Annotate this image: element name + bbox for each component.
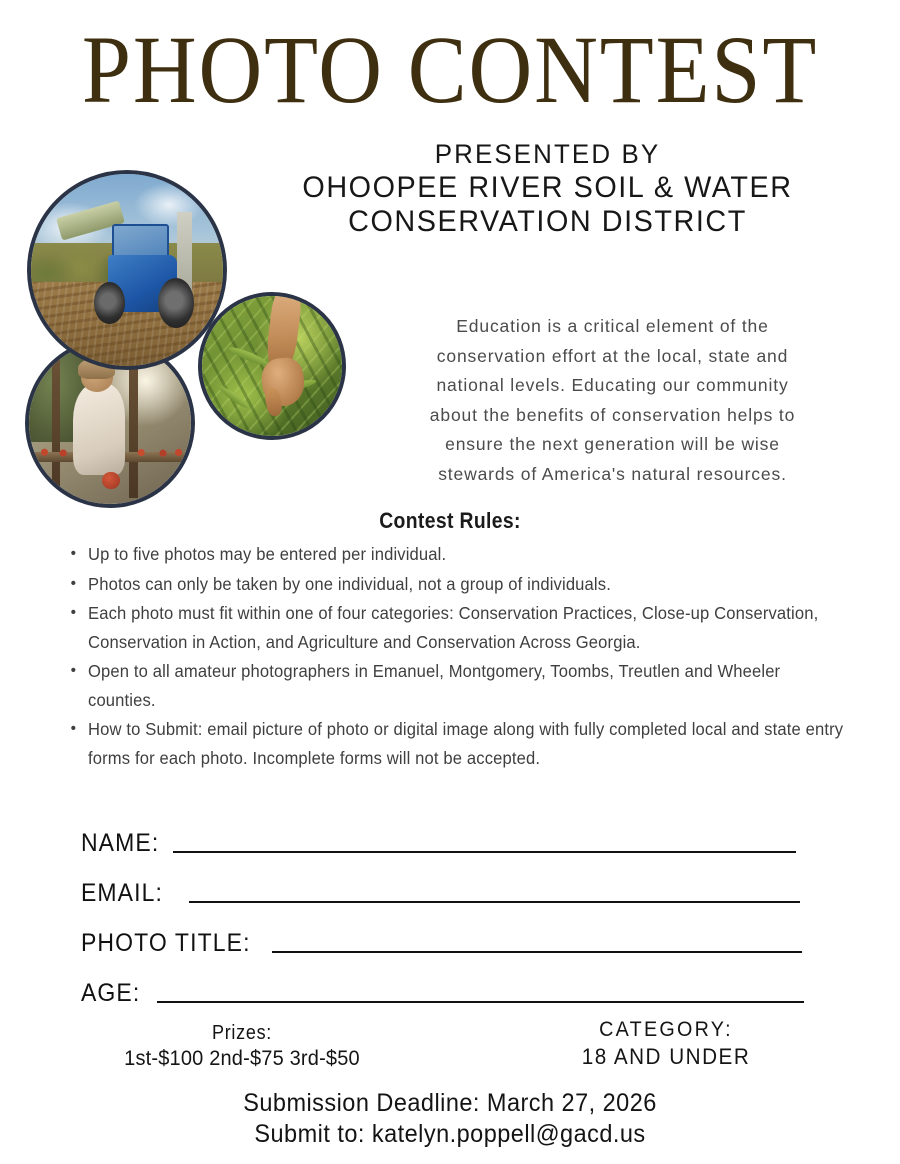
age-field-label: AGE: bbox=[80, 979, 141, 1007]
intro-paragraph: Education is a critical element of the conservation effort at the local, state and national levels. Educating our community about the benefits of conservation helps to ensure the next generation will be wise stewards of America's natural resources. bbox=[429, 316, 796, 484]
list-item: • Photos can only be taken by one individual, not a group of individuals. bbox=[88, 570, 850, 599]
prizes-title: Prizes: bbox=[211, 1022, 273, 1044]
age-input-line[interactable] bbox=[157, 1001, 804, 1003]
name-field-row[interactable] bbox=[0, 808, 900, 858]
prizes-amounts: 1st-$100 2nd-$75 3rd-$50 bbox=[124, 1046, 360, 1070]
entry-form bbox=[0, 808, 900, 1008]
category-title: CATEGORY: bbox=[599, 1018, 733, 1041]
organization-name-line1: OHOOPEE RIVER SOIL & WATER bbox=[302, 171, 793, 205]
footer-block bbox=[0, 1088, 900, 1150]
prizes-block bbox=[96, 1022, 388, 1071]
presented-by-label: PRESENTED BY bbox=[434, 139, 661, 169]
contest-rules-heading: Contest Rules: bbox=[379, 508, 521, 533]
photo-title-input-line[interactable] bbox=[272, 951, 802, 953]
photo-tractor-harvesting-field bbox=[27, 170, 227, 370]
email-input-line[interactable] bbox=[189, 901, 800, 903]
category-value: 18 AND UNDER bbox=[581, 1044, 751, 1069]
presenter-block bbox=[195, 140, 900, 238]
submit-to-email: Submit to: katelyn.poppell@gacd.us bbox=[254, 1120, 646, 1148]
email-field-row[interactable] bbox=[0, 858, 900, 908]
list-item: • Each photo must fit within one of four categories: Conservation Practices, Close-up Conservation, Conservation in Action, and Agriculture and Conservation Across Georgia. bbox=[88, 599, 850, 656]
name-input-line[interactable] bbox=[173, 851, 796, 853]
name-field-label: NAME: bbox=[80, 829, 160, 857]
contest-rules-list bbox=[68, 540, 878, 773]
list-item: • How to Submit: email picture of photo or digital image along with fully completed local and state entry forms for each photo. Incomplete forms will not be accepted. bbox=[88, 715, 850, 772]
category-block bbox=[520, 1018, 812, 1070]
photo-title-field-label: PHOTO TITLE: bbox=[80, 929, 251, 957]
photo-title-field-row[interactable] bbox=[0, 908, 900, 958]
organization-name-line2: CONSERVATION DISTRICT bbox=[348, 204, 747, 238]
page-title: PHOTO CONTEST bbox=[81, 16, 819, 123]
age-field-row[interactable] bbox=[0, 958, 900, 1008]
list-item: • Up to five photos may be entered per individual. bbox=[88, 540, 850, 569]
submission-deadline: Submission Deadline: March 27, 2026 bbox=[243, 1089, 657, 1117]
email-field-label: EMAIL: bbox=[80, 879, 163, 907]
list-item: • Open to all amateur photographers in Emanuel, Montgomery, Toombs, Treutlen and Wheeler counties. bbox=[88, 657, 850, 714]
